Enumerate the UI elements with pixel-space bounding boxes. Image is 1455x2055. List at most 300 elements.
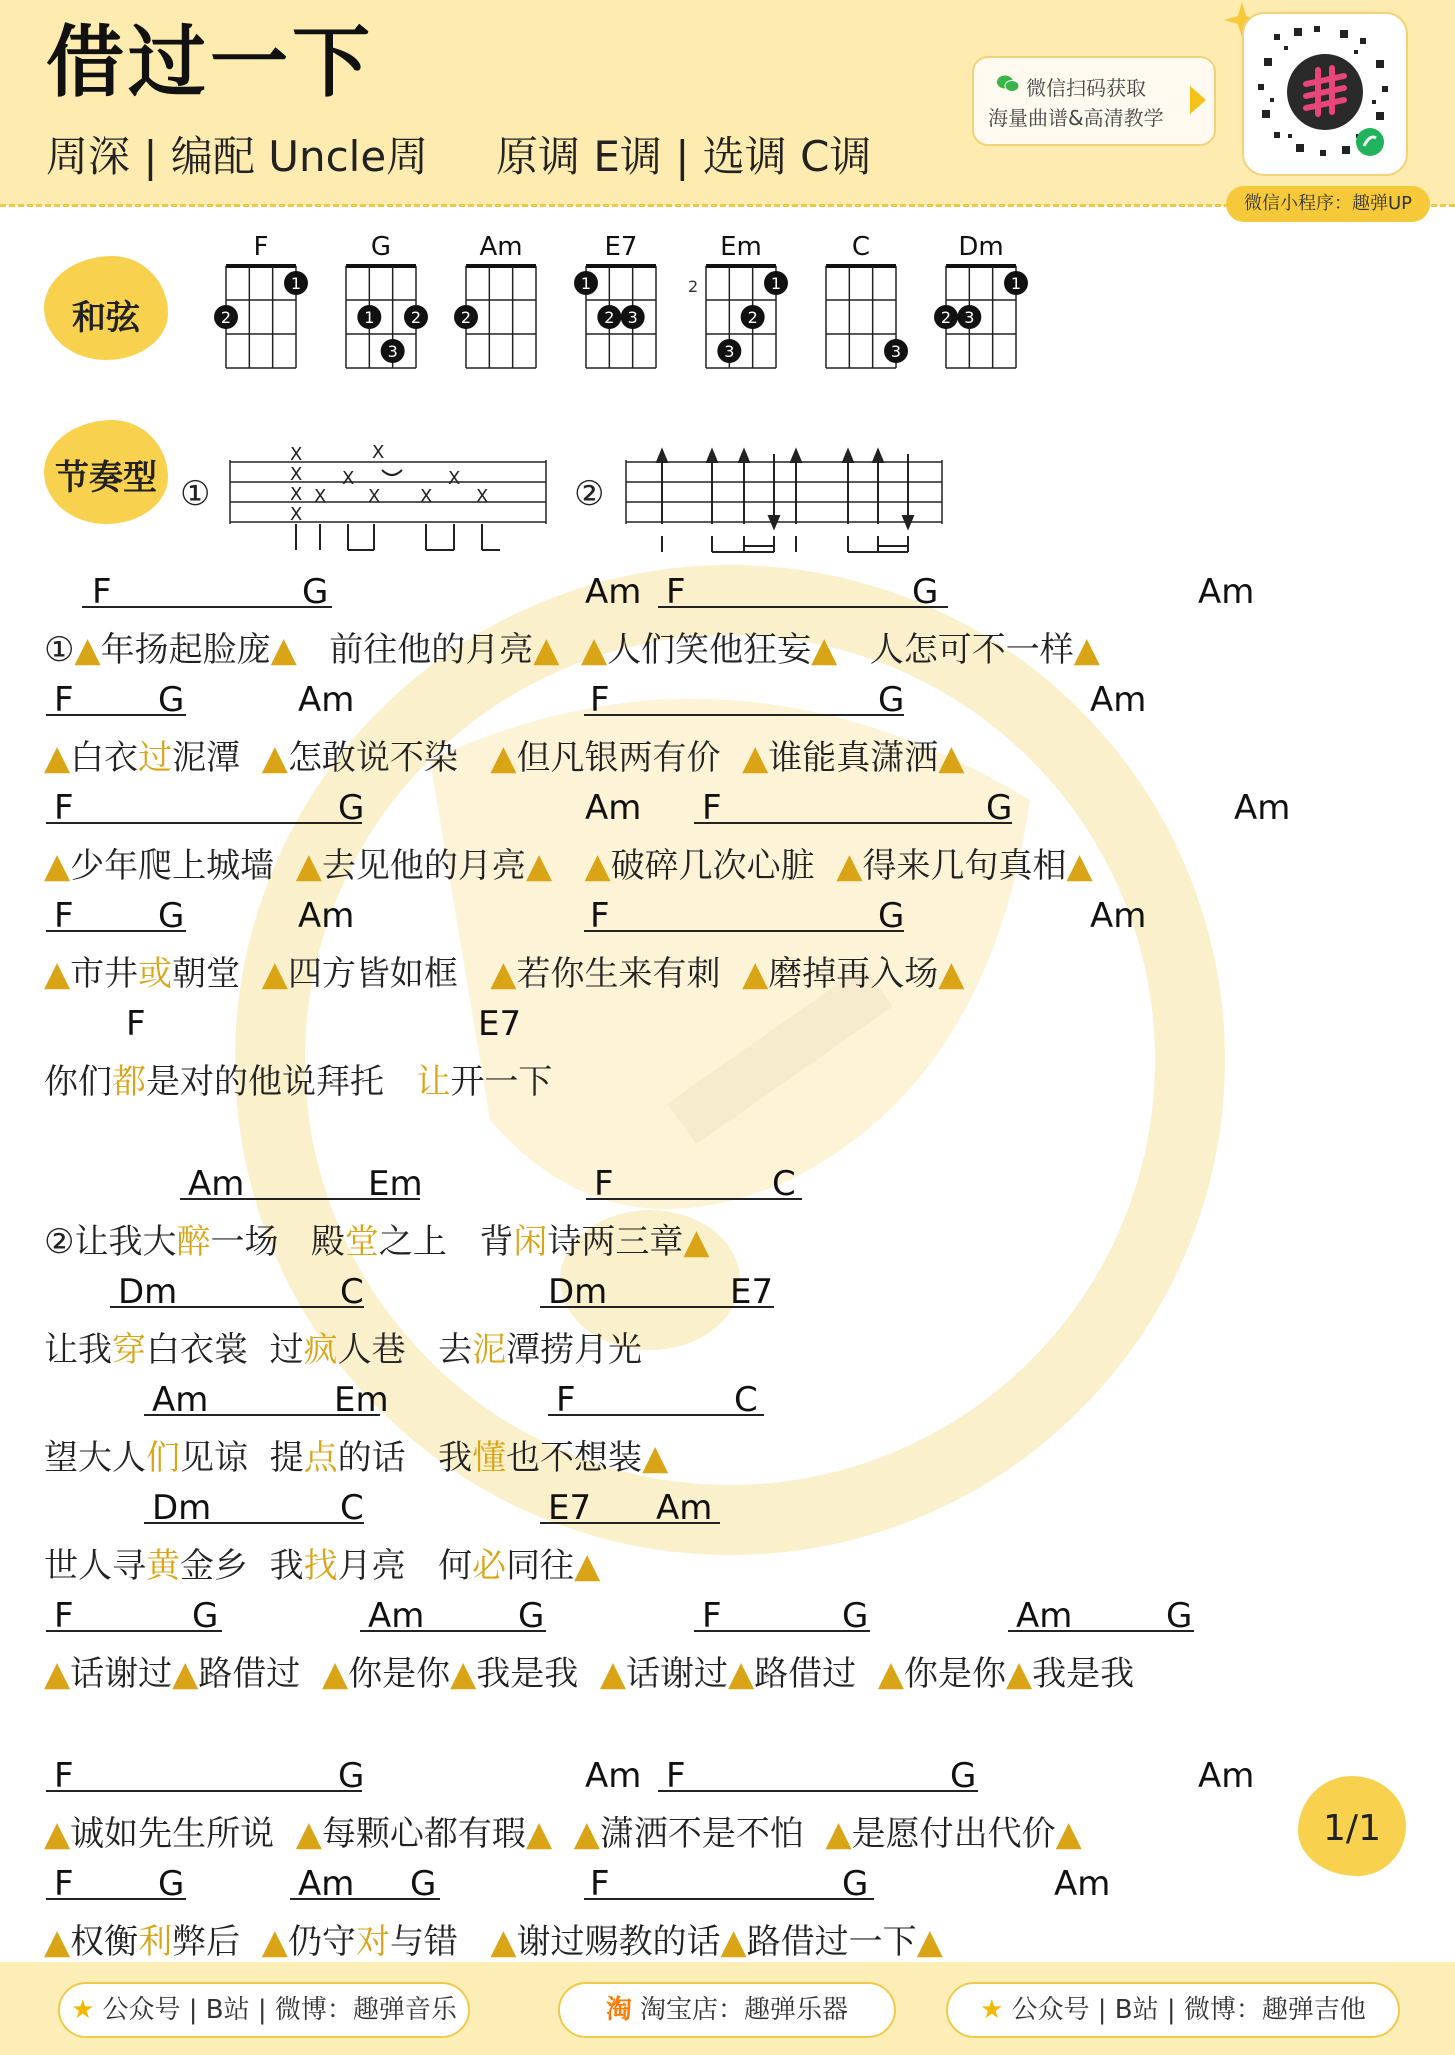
chord-name: Am	[479, 232, 523, 262]
lyric-segment: 之上	[378, 1222, 447, 1262]
lyric-segment: 黄	[146, 1546, 180, 1586]
svg-text:2: 2	[940, 308, 952, 327]
chord-label: G	[410, 1864, 437, 1904]
chord-span-line	[658, 1790, 978, 1792]
strum-triangle-icon: ▲	[490, 954, 517, 994]
chord-span-line	[144, 1414, 380, 1416]
lyric-segment: 懂	[472, 1438, 507, 1478]
lyric-segment	[815, 846, 837, 886]
lyric-segment	[856, 1654, 878, 1694]
chord-span-line	[658, 606, 948, 608]
chord-label: Am	[1198, 572, 1255, 612]
lyric-segment: 诚如先生所说	[70, 1814, 275, 1854]
chord-name: Em	[720, 232, 762, 262]
lyric-segment: 诗两三章	[547, 1222, 684, 1262]
lyric-segment: 人们笑他狂妄	[607, 630, 812, 670]
lyric-segment	[721, 954, 743, 994]
lyric-line	[44, 730, 964, 779]
taobao-icon: 淘	[605, 1995, 632, 2025]
svg-text:X: X	[290, 504, 303, 525]
page-number: 1/1	[1323, 1808, 1381, 1849]
chord-label: F	[54, 680, 74, 720]
strum-triangle-icon: ▲	[742, 738, 769, 778]
chord-span-line	[180, 1198, 420, 1200]
svg-text:X: X	[372, 442, 385, 463]
lyric-segment	[274, 1814, 296, 1854]
svg-text:2: 2	[747, 308, 758, 327]
lyric-segment	[248, 1330, 270, 1370]
lyric-segment	[721, 738, 743, 778]
chord-label: Am	[1054, 1864, 1111, 1904]
chord-span-line	[46, 930, 186, 932]
lyric-segment: 破碎几次心脏	[610, 846, 815, 886]
lyric-segment: 月亮	[337, 1546, 406, 1586]
chord-label: F	[54, 896, 74, 936]
chord-label: Am	[1234, 788, 1291, 828]
svg-text:1: 1	[770, 274, 782, 293]
chord-label: F	[702, 1596, 722, 1636]
lyric-segment: 去	[438, 1330, 473, 1370]
strum-triangle-icon: ▲	[642, 1438, 669, 1478]
footer-social-music[interactable]	[58, 1982, 470, 2038]
lyric-segment	[447, 1222, 479, 1262]
lyric-line	[44, 1646, 1134, 1695]
lyric-segment	[559, 630, 581, 670]
svg-text:X: X	[290, 484, 303, 505]
chord-label: Dm	[548, 1272, 608, 1312]
strum-triangle-icon: ▲	[525, 846, 553, 886]
svg-text:2: 2	[410, 308, 422, 327]
lyric-line	[44, 1538, 600, 1587]
star-icon: ★	[980, 1995, 1004, 2025]
lyric-segment: 前往他的月亮	[329, 630, 534, 670]
page-number-badge	[1298, 1776, 1406, 1876]
chord-grid	[816, 262, 906, 372]
chord-diagram-dm	[936, 232, 1026, 372]
strum-triangle-icon: ▲	[450, 1654, 477, 1694]
chord-label: Am	[368, 1596, 425, 1636]
strum-triangle-icon: ▲	[44, 1654, 71, 1694]
lyric-segment: 堂	[344, 1222, 379, 1262]
lyric-line	[44, 1322, 642, 1371]
chord-grid	[336, 262, 426, 372]
chord-label: G	[842, 1864, 869, 1904]
chord-label: Am	[298, 1864, 355, 1904]
chord-label: C	[734, 1380, 758, 1420]
lyric-segment: 白衣	[70, 738, 139, 778]
chord-span-line	[694, 822, 1012, 824]
chord-label: F	[666, 1756, 686, 1796]
lyric-segment	[248, 1438, 270, 1478]
strum-triangle-icon: ▲	[938, 738, 965, 778]
strum-triangle-icon: ▲	[916, 1922, 943, 1962]
rhythm-1-label: ①	[180, 474, 211, 514]
strum-triangle-icon: ▲	[533, 630, 560, 670]
lyric-line	[44, 1806, 1082, 1855]
chord-span-line	[110, 1306, 364, 1308]
lyric-segment	[240, 954, 262, 994]
chord-span-line	[290, 1898, 440, 1900]
chord-label: G	[158, 680, 185, 720]
strum-triangle-icon: ▲	[683, 1222, 710, 1262]
lyric-segment	[804, 1814, 826, 1854]
footer-taobao-shop[interactable]	[558, 1982, 896, 2038]
chord-label: F	[666, 572, 686, 612]
chord-label: F	[54, 788, 74, 828]
svg-text:1: 1	[364, 308, 375, 327]
lyric-segment: 的话	[337, 1438, 406, 1478]
chord-label: E7	[478, 1004, 522, 1044]
strum-triangle-icon: ▲	[825, 1814, 852, 1854]
chord-grid	[688, 262, 786, 372]
svg-text:2: 2	[604, 308, 615, 327]
footer-middle-text: 淘宝店：趣弹乐器	[640, 1995, 849, 2025]
svg-text:X: X	[368, 486, 381, 507]
lyric-segment: 四方皆如框	[287, 954, 458, 994]
lyric-segment: 我是我	[476, 1654, 579, 1694]
lyric-segment: 路借过一下	[746, 1922, 917, 1962]
svg-text:X: X	[290, 464, 303, 485]
lyric-segment: 找	[303, 1546, 338, 1586]
chord-label: Am	[1198, 1756, 1255, 1796]
chord-diagram-g	[336, 232, 426, 372]
svg-text:1: 1	[1010, 274, 1022, 293]
footer-right-text: 公众号 | B站 | 微博：趣弹吉他	[1011, 1995, 1366, 2025]
chord-label: G	[912, 572, 939, 612]
chord-label: F	[590, 1864, 610, 1904]
chord-span-line	[540, 1522, 720, 1524]
chord-span-line	[144, 1522, 364, 1524]
rhythm-section-tag	[44, 420, 164, 520]
svg-text:3: 3	[890, 342, 902, 361]
chords-label: 和弦	[72, 298, 140, 338]
arrow-right-icon	[1190, 86, 1206, 114]
lyric-line	[44, 622, 1100, 671]
strum-triangle-icon: ▲	[742, 954, 769, 994]
chord-label: Am	[585, 572, 642, 612]
chord-label: F	[702, 788, 722, 828]
lyric-segment: 是愿付出代价	[851, 1814, 1056, 1854]
strum-triangle-icon: ▲	[720, 1922, 747, 1962]
svg-text:3: 3	[964, 308, 975, 327]
lyric-segment: 背	[479, 1222, 514, 1262]
svg-text:X: X	[476, 486, 489, 507]
lyric-segment: 每颗心都有瑕	[321, 1814, 526, 1854]
chord-label: E7	[730, 1272, 774, 1312]
lyric-line	[44, 1914, 943, 1963]
lyric-segment	[458, 738, 490, 778]
lyric-segment: 人怎可不一样	[869, 630, 1074, 670]
lyric-segment: 都	[112, 1062, 146, 1102]
chord-span-line	[46, 822, 362, 824]
svg-text:3: 3	[627, 308, 638, 327]
lyric-segment: 权衡	[70, 1922, 139, 1962]
lyric-segment: 你是你	[348, 1654, 451, 1694]
strum-triangle-icon: ▲	[1055, 1814, 1082, 1854]
rhythm-label: 节奏型	[55, 458, 157, 498]
chord-label: F	[54, 1596, 74, 1636]
lyric-segment: 点	[303, 1438, 338, 1478]
chord-label: G	[986, 788, 1013, 828]
lyric-segment	[552, 1814, 574, 1854]
strum-triangle-icon: ▲	[599, 1654, 627, 1694]
strum-triangle-icon: ▲	[811, 630, 838, 670]
chord-span-line	[360, 1630, 546, 1632]
wechat-icon	[996, 72, 1020, 96]
lyric-segment: 我	[438, 1438, 473, 1478]
lyric-segment: 或	[138, 954, 173, 994]
strum-triangle-icon: ▲	[295, 1814, 322, 1854]
strum-triangle-icon: ▲	[877, 1654, 904, 1694]
lyric-segment: 弊后	[172, 1922, 241, 1962]
lyric-segment: 醉	[176, 1222, 211, 1262]
lyric-segment: 谢过赐教的话	[516, 1922, 721, 1962]
lyric-segment: 朝堂	[172, 954, 241, 994]
lyric-segment: 得来几句真相	[862, 846, 1067, 886]
chord-span-line	[548, 1414, 764, 1416]
scan-prompt-button[interactable]	[972, 56, 1216, 146]
lyric-segment	[406, 1330, 438, 1370]
chord-label: G	[338, 788, 365, 828]
lyric-segment: 少年爬上城墙	[70, 846, 275, 886]
strum-triangle-icon: ▲	[584, 846, 611, 886]
strum-triangle-icon: ▲	[74, 630, 101, 670]
chord-label: G	[878, 896, 905, 936]
chord-label: G	[158, 1864, 185, 1904]
chord-label: C	[340, 1272, 364, 1312]
lyric-segment	[274, 846, 296, 886]
chord-name: Dm	[958, 232, 1004, 262]
chord-span-line	[1008, 1630, 1194, 1632]
lyric-segment	[248, 1546, 270, 1586]
chord-label: F	[590, 680, 610, 720]
strum-triangle-icon: ▲	[44, 738, 71, 778]
chord-label: Am	[152, 1380, 209, 1420]
lyric-segment: 潇洒不是不怕	[599, 1814, 804, 1854]
strum-triangle-icon: ▲	[44, 1814, 71, 1854]
lyric-line	[44, 1214, 710, 1263]
chord-label: Am	[1090, 680, 1147, 720]
qr-code[interactable]	[1242, 12, 1408, 176]
lyric-segment: 闲	[513, 1222, 548, 1262]
chord-label: G	[950, 1756, 977, 1796]
chord-span-line	[584, 714, 904, 716]
lyric-segment	[552, 846, 584, 886]
strum-triangle-icon: ▲	[295, 846, 322, 886]
strum-triangle-icon: ▲	[44, 954, 71, 994]
chord-span-line	[540, 1306, 774, 1308]
chord-grid	[936, 262, 1026, 372]
svg-text:X: X	[342, 468, 355, 489]
lyric-line	[44, 1430, 668, 1479]
credits: 周深 | 编配 Uncle周	[46, 132, 429, 181]
lyric-segment: 与错	[389, 1922, 458, 1962]
chord-span-line	[584, 930, 904, 932]
strum-triangle-icon: ▲	[490, 1922, 517, 1962]
footer-social-guitar[interactable]	[946, 1982, 1400, 2038]
svg-text:3: 3	[724, 342, 735, 361]
lyric-segment: 是对的他说拜托	[146, 1062, 384, 1102]
chord-label: F	[590, 896, 610, 936]
strum-triangle-icon: ▲	[728, 1654, 755, 1694]
svg-text:2: 2	[220, 308, 232, 327]
chords-section-tag	[44, 256, 164, 356]
rhythm-pattern-2	[626, 440, 946, 560]
lyric-segment: 你是你	[903, 1654, 1006, 1694]
lyric-segment: 对	[355, 1922, 390, 1962]
lyric-segment: 潭捞月光	[506, 1330, 643, 1370]
lyric-segment: 怎敢说不染	[287, 738, 458, 778]
strum-triangle-icon: ▲	[44, 846, 71, 886]
lyric-segment	[297, 630, 329, 670]
strum-triangle-icon: ▲	[1073, 630, 1100, 670]
lyric-segment: 仍守	[287, 1922, 356, 1962]
svg-text:2: 2	[460, 308, 472, 327]
lyric-segment: 同往	[506, 1546, 575, 1586]
scan-line-1: 微信扫码获取	[1026, 76, 1146, 100]
strum-triangle-icon: ▲	[938, 954, 965, 994]
scan-line-2: 海量曲谱&高清教学	[988, 106, 1164, 130]
lyric-segment: 年扬起脸庞	[100, 630, 271, 670]
lyric-segment	[837, 630, 869, 670]
lyric-segment: 提	[269, 1438, 304, 1478]
chord-label: Am	[1016, 1596, 1073, 1636]
chord-label: Am	[188, 1164, 245, 1204]
chord-span-line	[694, 1630, 870, 1632]
chord-label: Am	[656, 1488, 713, 1528]
lyric-segment: 疯	[303, 1330, 338, 1370]
chord-diagram-em	[688, 232, 786, 372]
lyric-segment	[406, 1546, 438, 1586]
chord-label: Am	[1090, 896, 1147, 936]
svg-text:1: 1	[290, 274, 302, 293]
lyric-segment: 人巷	[337, 1330, 406, 1370]
lyric-segment: 穿	[112, 1330, 146, 1370]
strum-triangle-icon: ▲	[836, 846, 863, 886]
lyric-line	[44, 838, 1093, 887]
lyric-segment: 金乡	[180, 1546, 248, 1586]
lyric-segment: 市井	[70, 954, 139, 994]
strum-triangle-icon: ▲	[261, 738, 288, 778]
lyric-segment	[458, 1922, 490, 1962]
lyric-segment: 必	[472, 1546, 507, 1586]
chord-label: F	[594, 1164, 614, 1204]
svg-text:X: X	[290, 444, 303, 465]
strum-triangle-icon: ▲	[581, 630, 608, 670]
strum-triangle-icon: ▲	[172, 1654, 199, 1694]
song-title: 借过一下	[46, 18, 375, 108]
lyric-segment	[406, 1438, 438, 1478]
lyric-segment: 泥潭	[172, 738, 241, 778]
chord-label: F	[92, 572, 112, 612]
lyric-segment: 谁能真潇洒	[768, 738, 939, 778]
chord-label: G	[878, 680, 905, 720]
lyric-segment: 路借过	[754, 1654, 857, 1694]
strum-triangle-icon: ▲	[1066, 846, 1093, 886]
chord-label: Dm	[152, 1488, 212, 1528]
chord-name: C	[851, 232, 871, 262]
lyric-segment: 话谢过	[70, 1654, 173, 1694]
chord-span-line	[46, 1790, 362, 1792]
lyric-segment: 去见他的月亮	[321, 846, 526, 886]
chord-grid	[456, 262, 546, 372]
lyric-segment: 过	[269, 1330, 304, 1370]
chord-span-line	[82, 606, 332, 608]
chord-label: Em	[334, 1380, 389, 1420]
lyric-segment: 开一下	[450, 1062, 553, 1102]
svg-text:X: X	[420, 486, 433, 507]
chord-name: E7	[604, 232, 638, 262]
strum-triangle-icon: ▲	[270, 630, 297, 670]
chord-diagram-c	[816, 232, 906, 372]
lyric-segment: 世人寻	[44, 1546, 146, 1586]
lyric-segment: 磨掉再入场	[768, 954, 939, 994]
lyric-segment: 望大人	[44, 1438, 146, 1478]
chord-label: F	[54, 1864, 74, 1904]
lyric-segment: 何	[438, 1546, 473, 1586]
star-icon: ★	[71, 1995, 95, 2025]
footer-left-text: 公众号 | B站 | 微博：趣弹音乐	[102, 1995, 457, 2025]
strum-triangle-icon: ▲	[1005, 1654, 1033, 1694]
chord-label: Am	[298, 896, 355, 936]
lyric-segment	[578, 1654, 600, 1694]
key-info: 原调 E调 | 选调 C调	[496, 132, 872, 181]
lyric-segment: 我是我	[1032, 1654, 1135, 1694]
lyric-line	[44, 1054, 552, 1103]
lyric-line	[44, 946, 964, 995]
strum-triangle-icon: ▲	[261, 954, 288, 994]
lyric-segment: ②让我大	[44, 1222, 177, 1262]
lyric-segment: 一场	[210, 1222, 279, 1262]
svg-text:1: 1	[580, 274, 592, 293]
chord-label: E7	[548, 1488, 592, 1528]
chord-label: F	[54, 1756, 74, 1796]
lyric-segment	[300, 1654, 322, 1694]
lyric-segment	[278, 1222, 310, 1262]
chord-name: F	[253, 232, 269, 262]
chord-label: G	[842, 1596, 869, 1636]
chord-span-line	[46, 1898, 186, 1900]
lyric-segment: 但凡银两有价	[516, 738, 721, 778]
lyric-segment: 过	[138, 738, 173, 778]
rhythm-pattern-1	[230, 440, 550, 560]
chord-diagram-f	[216, 232, 306, 372]
lyric-segment: 也不想装	[506, 1438, 643, 1478]
lyric-segment	[458, 954, 490, 994]
chord-label: Am	[585, 1756, 642, 1796]
chord-diagram-am	[456, 232, 546, 372]
lyric-segment: 若你生来有刺	[516, 954, 721, 994]
chord-label: F	[126, 1004, 146, 1044]
strum-triangle-icon: ▲	[573, 1814, 600, 1854]
strum-triangle-icon: ▲	[44, 1922, 71, 1962]
rhythm-2-label: ②	[574, 474, 605, 514]
chord-label: Am	[585, 788, 642, 828]
lyric-segment: 见谅	[180, 1438, 248, 1478]
svg-text:X: X	[314, 486, 327, 507]
lyric-segment: 路借过	[198, 1654, 301, 1694]
lyric-segment	[240, 738, 262, 778]
chord-grid	[216, 262, 306, 372]
lyric-segment: 泥	[472, 1330, 507, 1370]
chord-label: G	[302, 572, 329, 612]
lyric-segment: 我	[269, 1546, 304, 1586]
lyric-segment: 话谢过	[626, 1654, 729, 1694]
chord-label: G	[338, 1756, 365, 1796]
chord-grid	[576, 262, 666, 372]
chord-diagram-e7	[576, 232, 666, 372]
chord-label: F	[556, 1380, 576, 1420]
